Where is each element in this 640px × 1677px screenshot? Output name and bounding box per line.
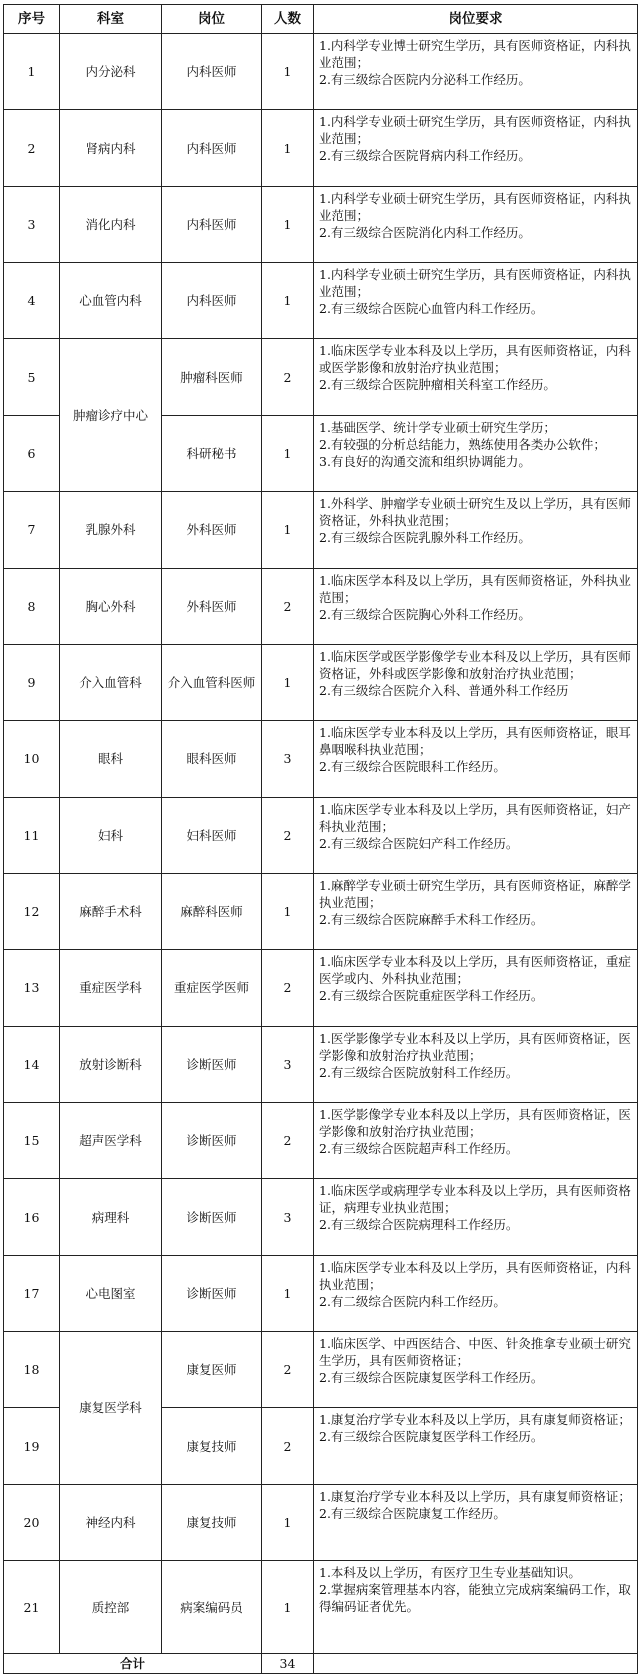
row-count: 1 [262, 873, 314, 949]
row-count: 1 [262, 1484, 314, 1560]
requirement-line: 1.临床医学、中西医结合、中医、针灸推拿专业硕士研究生学历，具有医师资格证； [319, 1336, 631, 1369]
row-no: 18 [4, 1332, 60, 1408]
row-post: 外科医师 [162, 492, 262, 568]
requirement-line: 2.有三级综合医院康复医学科工作经历。 [319, 1429, 544, 1445]
requirement-line: 1.麻醉学专业硕士研究生学历，具有医师资格证，麻醉学执业范围； [319, 877, 631, 910]
table-row [4, 110, 638, 186]
row-requirements [314, 339, 638, 415]
row-requirements [314, 797, 638, 873]
row-no: 9 [4, 644, 60, 720]
requirement-line: 2.有三级综合医院乳腺外科工作经历。 [319, 530, 531, 546]
requirement-line: 2.有三级综合医院病理科工作经历。 [319, 1217, 519, 1233]
header-count: 人数 [262, 5, 314, 34]
row-count: 2 [262, 1408, 314, 1484]
row-requirements [314, 721, 638, 797]
row-requirements [314, 34, 638, 110]
total-label: 合计 [4, 1654, 262, 1674]
row-no: 6 [4, 415, 60, 491]
row-no: 11 [4, 797, 60, 873]
row-no: 12 [4, 873, 60, 949]
row-dept: 胸心外科 [60, 568, 162, 644]
row-count: 3 [262, 721, 314, 797]
requirement-line: 1.康复治疗学专业本科及以上学历，具有康复师资格证； [319, 1488, 631, 1504]
header-no: 序号 [4, 5, 60, 34]
table-row [4, 263, 638, 339]
row-no: 8 [4, 568, 60, 644]
row-no: 2 [4, 110, 60, 186]
row-count: 2 [262, 1332, 314, 1408]
row-requirements [314, 492, 638, 568]
row-post: 眼科医师 [162, 721, 262, 797]
row-requirements [314, 1026, 638, 1102]
row-dept: 病理科 [60, 1179, 162, 1255]
row-requirements [314, 1332, 638, 1408]
requirement-line: 2.有三级综合医院胸心外科工作经历。 [319, 606, 531, 622]
requirement-line: 1.临床医学专业本科及以上学历，具有医师资格证，内科或医学影像和放射治疗执业范围； [319, 343, 631, 376]
row-requirements [314, 1255, 638, 1331]
row-count: 1 [262, 110, 314, 186]
row-no: 4 [4, 263, 60, 339]
header-post: 岗位 [162, 5, 262, 34]
row-requirements [314, 1179, 638, 1255]
row-dept: 妇科 [60, 797, 162, 873]
requirement-line: 2.掌握病案管理基本内容，能独立完成病案编码工作，取得编码证者优先。 [319, 1582, 631, 1615]
requirement-line: 1.内科学专业硕士研究生学历，具有医师资格证，内科执业范围； [319, 190, 631, 223]
row-count: 1 [262, 34, 314, 110]
table-row [4, 797, 638, 873]
row-count: 2 [262, 797, 314, 873]
row-post: 麻醉科医师 [162, 873, 262, 949]
table-row [4, 186, 638, 262]
requirement-line: 2.有三级综合医院肿瘤相关科室工作经历。 [319, 377, 556, 393]
requirement-line: 2.有三级综合医院眼科工作经历。 [319, 759, 506, 775]
total-count: 34 [262, 1654, 314, 1674]
row-dept: 内分泌科 [60, 34, 162, 110]
row-count: 2 [262, 950, 314, 1026]
row-post: 妇科医师 [162, 797, 262, 873]
row-requirements [314, 186, 638, 262]
requirement-line: 1.临床医学或医学影像学专业本科及以上学历，具有医师资格证，外科或医学影像和放射治疗执业范围； [319, 648, 631, 681]
row-count: 1 [262, 492, 314, 568]
row-count: 2 [262, 568, 314, 644]
row-count: 1 [262, 263, 314, 339]
requirement-line: 1.内科学专业硕士研究生学历，具有医师资格证，内科执业范围； [319, 114, 631, 147]
requirement-line: 1.临床医学专业本科及以上学历，具有医师资格证，妇产科执业范围； [319, 801, 631, 834]
row-requirements [314, 644, 638, 720]
row-dept: 神经内科 [60, 1484, 162, 1560]
total-empty [314, 1654, 638, 1674]
row-dept: 心血管内科 [60, 263, 162, 339]
requirement-line: 2.有三级综合医院介入科、普通外科工作经历 [319, 682, 569, 698]
requirement-line: 1.临床医学专业本科及以上学历，具有医师资格证，内科执业范围； [319, 1259, 631, 1292]
recruitment-table [3, 4, 638, 1674]
requirement-line: 1.临床医学专业本科及以上学历，具有医师资格证，重症医学或内、外科执业范围； [319, 954, 631, 987]
row-no: 7 [4, 492, 60, 568]
row-post: 内科医师 [162, 263, 262, 339]
row-no: 19 [4, 1408, 60, 1484]
requirement-line: 1.本科及以上学历，有医疗卫生专业基础知识。 [319, 1565, 581, 1581]
row-no: 5 [4, 339, 60, 415]
table-row [4, 1561, 638, 1654]
row-post: 诊断医师 [162, 1179, 262, 1255]
row-dept: 质控部 [60, 1561, 162, 1654]
row-no: 16 [4, 1179, 60, 1255]
row-dept: 乳腺外科 [60, 492, 162, 568]
row-post: 内科医师 [162, 186, 262, 262]
table-row [4, 34, 638, 110]
row-no: 10 [4, 721, 60, 797]
row-dept: 介入血管科 [60, 644, 162, 720]
row-no: 13 [4, 950, 60, 1026]
row-requirements [314, 1484, 638, 1560]
row-requirements [314, 950, 638, 1026]
row-post: 诊断医师 [162, 1026, 262, 1102]
row-dept: 康复医学科 [60, 1332, 162, 1485]
row-requirements [314, 873, 638, 949]
total-row [4, 1654, 638, 1674]
row-no: 3 [4, 186, 60, 262]
requirement-line: 2.有三级综合医院肾病内科工作经历。 [319, 148, 531, 164]
requirement-line: 2.有较强的分析总结能力，熟练使用各类办公软件； [319, 436, 606, 452]
row-dept: 麻醉手术科 [60, 873, 162, 949]
table-row [4, 1026, 638, 1102]
row-post: 内科医师 [162, 110, 262, 186]
requirement-line: 1.内科学专业博士研究生学历，具有医师资格证，内科执业范围； [319, 38, 631, 70]
table-row [4, 568, 638, 644]
row-post: 康复技师 [162, 1484, 262, 1560]
row-count: 1 [262, 644, 314, 720]
row-dept: 心电图室 [60, 1255, 162, 1331]
row-post: 康复医师 [162, 1332, 262, 1408]
requirement-line: 2.有三级综合医院放射科工作经历。 [319, 1064, 519, 1080]
requirement-line: 2.有二级综合医院内科工作经历。 [319, 1293, 506, 1309]
requirement-line: 2.有三级综合医院心血管内科工作经历。 [319, 301, 544, 317]
requirement-line: 2.有三级综合医院超声科工作经历。 [319, 1141, 519, 1157]
row-no: 14 [4, 1026, 60, 1102]
table-row [4, 873, 638, 949]
table-row [4, 1332, 638, 1408]
requirement-line: 1.康复治疗学专业本科及以上学历，具有康复师资格证； [319, 1412, 631, 1428]
row-post: 科研秘书 [162, 415, 262, 491]
row-post: 介入血管科医师 [162, 644, 262, 720]
requirement-line: 1.临床医学专业本科及以上学历，具有医师资格证，眼耳鼻咽喉科执业范围； [319, 725, 631, 758]
row-count: 1 [262, 1561, 314, 1654]
row-no: 17 [4, 1255, 60, 1331]
row-no: 15 [4, 1103, 60, 1179]
table-row [4, 950, 638, 1026]
requirement-line: 1.临床医学或病理学专业本科及以上学历，具有医师资格证，病理专业执业范围； [319, 1183, 631, 1216]
row-requirements [314, 1408, 638, 1484]
row-post: 诊断医师 [162, 1103, 262, 1179]
row-dept: 肾病内科 [60, 110, 162, 186]
table-row [4, 339, 638, 415]
table-row [4, 1484, 638, 1560]
requirement-line: 2.有三级综合医院内分泌科工作经历。 [319, 72, 531, 87]
row-requirements [314, 415, 638, 491]
row-requirements [314, 1103, 638, 1179]
row-requirements [314, 110, 638, 186]
row-count: 3 [262, 1179, 314, 1255]
header-row [4, 5, 638, 34]
header-dept: 科室 [60, 5, 162, 34]
row-post: 病案编码员 [162, 1561, 262, 1654]
requirement-line: 2.有三级综合医院妇产科工作经历。 [319, 835, 519, 851]
row-dept: 超声医学科 [60, 1103, 162, 1179]
requirement-line: 2.有三级综合医院消化内科工作经历。 [319, 224, 531, 240]
requirement-line: 1.医学影像学专业本科及以上学历，具有医师资格证，医学影像和放射治疗执业范围； [319, 1030, 631, 1063]
table-row [4, 1255, 638, 1331]
row-post: 内科医师 [162, 34, 262, 110]
row-post: 肿瘤科医师 [162, 339, 262, 415]
row-count: 2 [262, 1103, 314, 1179]
table-row [4, 644, 638, 720]
row-post: 康复技师 [162, 1408, 262, 1484]
requirement-line: 1.外科学、肿瘤学专业硕士研究生及以上学历，具有医师资格证，外科执业范围； [319, 496, 631, 529]
row-count: 1 [262, 1255, 314, 1331]
table-row [4, 1103, 638, 1179]
row-no: 21 [4, 1561, 60, 1654]
row-count: 1 [262, 186, 314, 262]
requirement-line: 1.临床医学本科及以上学历，具有医师资格证，外科执业范围； [319, 572, 631, 605]
row-requirements [314, 263, 638, 339]
requirement-line: 1.内科学专业硕士研究生学历，具有医师资格证，内科执业范围； [319, 267, 631, 300]
row-post: 外科医师 [162, 568, 262, 644]
requirement-line: 2.有三级综合医院重症医学科工作经历。 [319, 988, 544, 1004]
row-post: 诊断医师 [162, 1255, 262, 1331]
row-requirements [314, 568, 638, 644]
requirement-line: 1.医学影像学专业本科及以上学历，具有医师资格证，医学影像和放射治疗执业范围； [319, 1107, 631, 1140]
requirement-line: 1.基础医学、统计学专业硕士研究生学历； [319, 419, 556, 435]
table-row [4, 1179, 638, 1255]
row-count: 2 [262, 339, 314, 415]
row-dept: 肿瘤诊疗中心 [60, 339, 162, 492]
row-dept: 消化内科 [60, 186, 162, 262]
requirement-line: 3.有良好的沟通交流和组织协调能力。 [319, 453, 531, 469]
row-dept: 眼科 [60, 721, 162, 797]
row-count: 3 [262, 1026, 314, 1102]
row-post: 重症医学医师 [162, 950, 262, 1026]
requirement-line: 2.有三级综合医院麻醉手术科工作经历。 [319, 911, 544, 927]
row-dept: 放射诊断科 [60, 1026, 162, 1102]
table-row [4, 492, 638, 568]
row-requirements [314, 1561, 638, 1654]
row-dept: 重症医学科 [60, 950, 162, 1026]
row-no: 1 [4, 34, 60, 110]
table-row [4, 721, 638, 797]
row-no: 20 [4, 1484, 60, 1560]
header-req: 岗位要求 [314, 5, 638, 34]
requirement-line: 2.有三级综合医院康复医学科工作经历。 [319, 1370, 544, 1386]
row-count: 1 [262, 415, 314, 491]
requirement-line: 2.有三级综合医院康复工作经历。 [319, 1505, 506, 1521]
